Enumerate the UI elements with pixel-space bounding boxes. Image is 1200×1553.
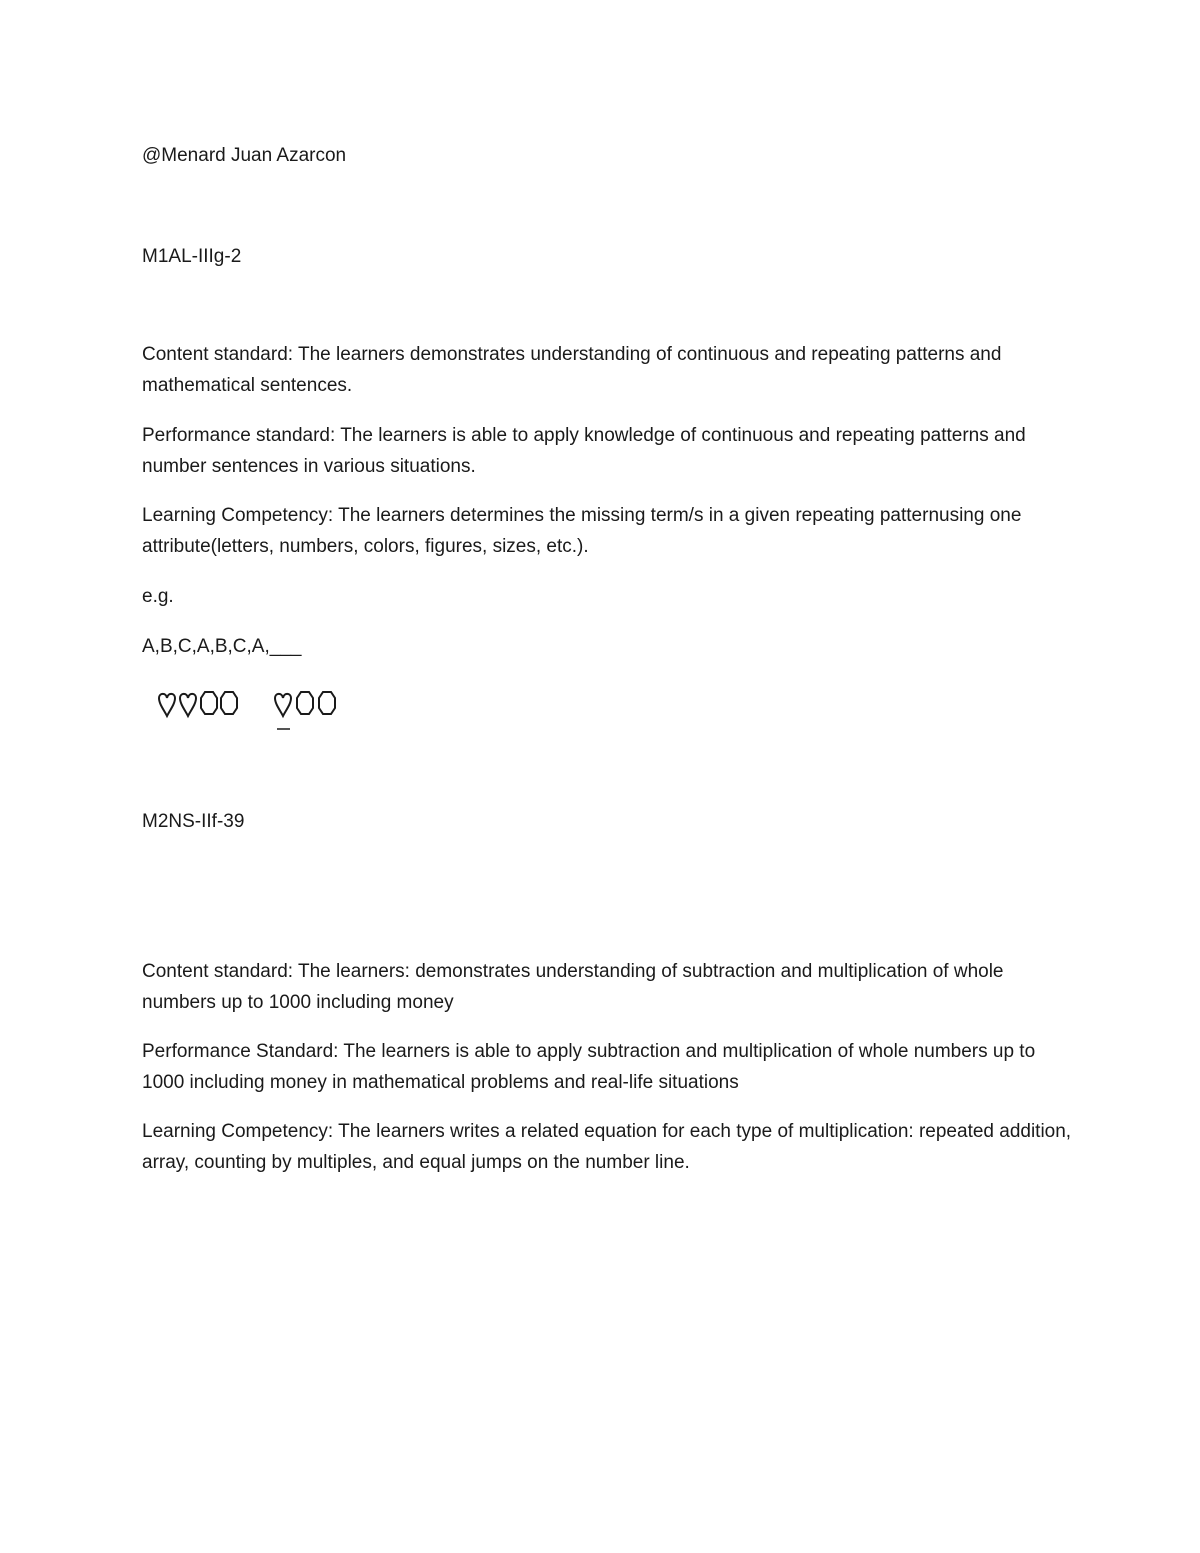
heart-icon [159,694,175,716]
section2-performance-standard: Performance Standard: The learners is able to apply subtraction and multiplication of whole numbers up to 1000 including money in mathematical problems and real-life situations [142,1041,1036,1093]
shape-pattern [157,690,357,740]
example-label: e.g. [142,586,174,607]
hexagon-icon [319,692,335,714]
heart-icon [180,694,196,716]
section1-performance-standard: Performance standard: The learners is able to apply knowledge of continuous and repeating patterns and number sentences in various situations. [142,425,1026,477]
section1-code: M1AL-IIIg-2 [142,246,242,267]
section2-learning-competency: Learning Competency: The learners writes a related equation for each type of multiplication: repeated addition, array, counting by multiples, and equal jumps on the number line. [142,1121,1072,1173]
section1-learning-competency: Learning Competency: The learners determines the missing term/s in a given repeating patternusing one attribute(letters, numbers, colors, figures, sizes, etc.). [142,505,1022,557]
section1-content-standard: Content standard: The learners demonstrates understanding of continuous and repeating patterns and mathematical sentences. [142,344,1002,396]
example-sequence: A,B,C,A,B,C,A,___ [142,636,302,657]
section2-code: M2NS-IIf-39 [142,811,245,832]
section2-content-standard: Content standard: The learners: demonstrates understanding of subtraction and multiplication of whole numbers up to 1000 including money [142,961,1004,1013]
author-line: @Menard Juan Azarcon [142,145,347,166]
hexagon-icon [221,692,237,714]
heart-icon [275,694,291,716]
hexagon-icon [297,692,313,714]
hexagon-icon [201,692,217,714]
